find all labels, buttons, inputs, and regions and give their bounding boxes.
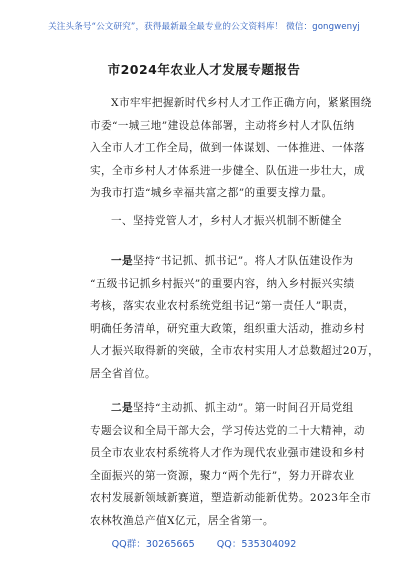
section-heading [90, 210, 350, 233]
item2-line: 全面振兴的第一资源，聚力“两个先行”，努力开辟农业 [90, 469, 355, 482]
footer-qq-group: QQ群：30265665 [111, 539, 195, 550]
item2-lead: 二是 [111, 402, 133, 414]
item2-line: 农林牧渔总产值X亿元，居全省第一。 [90, 514, 274, 527]
item1-lead: 一是 [111, 255, 133, 267]
intro-line: 市委“一城三地”建设总体部署，主动将乡村人才队伍纳 [90, 119, 355, 132]
item1-line: 人才振兴取得新的突破，全市农村实用人才总数超过20万， [90, 345, 380, 358]
intro-line: 为我市打造“城乡幸福共富之都”的重要支撑力量。 [90, 187, 333, 200]
item2-line: 专题会议和全局干部大会，学习传达党的二十大精神，动 [90, 424, 365, 437]
section-heading-text: 一、坚持党管人才，乡村人才振兴机制不断健全 [111, 215, 342, 227]
intro-line: 入全市人才工作全局，做到一体谋划、一体推进、一体落 [90, 142, 365, 155]
item1-line: 明确任务清单，研究重大政策，组织重大活动，推动乡村 [90, 322, 365, 335]
item1-first-line [90, 250, 354, 273]
item2-line: 农村发展新领域新赛道，塑造新动能新优势。2023年全市 [90, 492, 372, 505]
header-note: 关注头条号“公文研究”，获得最新最全最专业的公文资料库！ 微信：gongwenyj [48, 22, 360, 32]
item1-first-line-text: 坚持“书记抓、抓书记”。将人才队伍建设作为 [133, 255, 354, 267]
intro-paragraph [90, 92, 372, 205]
footer-qq: QQ：535304092 [216, 539, 297, 550]
item2-first-line [90, 397, 354, 420]
page-title: 市2024年农业人才发展专题报告 [107, 62, 301, 77]
item1-line: 居全省首位。 [90, 367, 156, 380]
item2-paragraph [90, 397, 372, 533]
intro-line: X市牢牢把握新时代乡村人才工作正确方向，紧紧围绕 [111, 97, 372, 109]
item2-first-line-text: 坚持“主动抓、抓主动”。第一时间召开局党组 [133, 402, 354, 414]
item2-line: 员全市农业农村系统将人才作为现代农业强市建设和乡村 [90, 447, 365, 460]
item1-line: 考核，落实农业农村系统党组书记“第一责任人”职责， [90, 300, 355, 313]
footer-contact [0, 536, 408, 550]
item1-paragraph [90, 250, 380, 386]
intro-line: 实，全市乡村人才体系进一步健全、队伍进一步壮大，成 [90, 164, 365, 177]
item1-line: “五级书记抓乡村振兴”的重要内容，纳入乡村振兴实绩 [90, 277, 355, 290]
